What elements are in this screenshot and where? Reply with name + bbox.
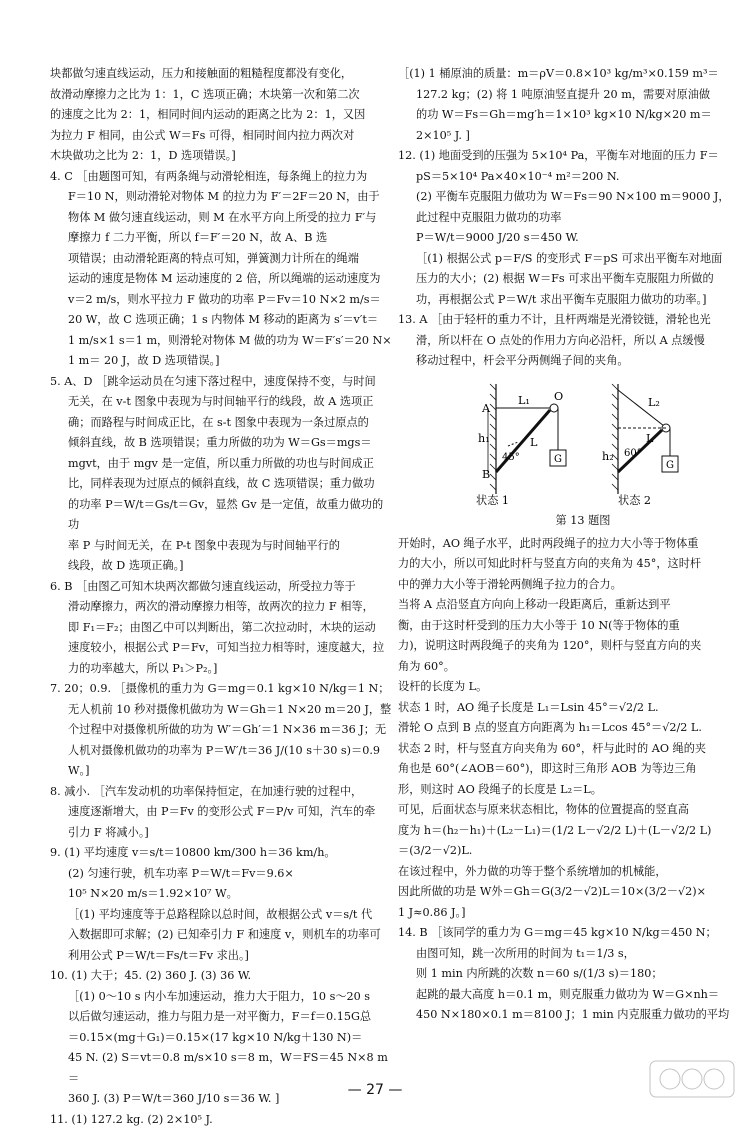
figure-13 <box>468 376 698 532</box>
answer-11-explanation: ［(1) 1 桶原油的质量：m＝ρV＝0.8×10³ kg/m³×0.159 m³＝ 127.2 kg；(2) 将 1 吨原油竖直提升 20 m，需要对原油做 的功 W＝Fs＝Gh＝mg′h＝1×10³ kg×10 N/kg×20 m＝ 2×10⁵ J. ] <box>398 64 740 146</box>
answer-10: 10. (1) 大于；45. (2) 360 J. (3) 36 W. ［(1) 0～10 s 内小车加速运动，推力大于阻力，10 s～20 s 以后做匀速运动，推力与阻力是一对平衡力，F＝f＝0.15G总 ＝0.15×(mg＋G₁)＝0.15×(17 kg×10 N/kg＋130 N)＝ 45 N. (2) S＝vt＝0.8 m/s×10 s＝8 m，W＝FS＝45 N×8 m＝ 360 J. (3) P＝W/t＝360 J/10 s＝36 W. ] <box>50 966 392 1110</box>
watermark-logo <box>648 1057 736 1109</box>
answer-14: 14. B ［该同学的重力为 G＝mg＝45 kg×10 N/kg＝450 N； 由图可知，跳一次所用的时间为 t₁＝1/3 s， 则 1 min 内所跳的次数 n＝60 s/(1/3 s)＝180； 起跳的最大高度 h＝0.1 m，则克服重力做功为 W＝G×nh＝ 450 N×180×0.1 m＝8100 J；1 min 内克服重力做功的平均 <box>398 923 740 1026</box>
answer-block: 块都做匀速直线运动，压力和接触面的粗糙程度都没有变化， 故滑动摩擦力之比为 1：1，C 选项正确；木块第一次和第二次 的速度之比为 2：1，相同时间内运动的距离之比为 2：1，又因 为拉力 F 相同，由公式 W＝Fs 可得，相同时间内拉力两次对 木块做功之比为 2：1，D 选项错误。] <box>50 64 392 167</box>
answer-13: 13. A ［由于轻杆的重力不计，且杆两端是光滑铰链，滑轮也光 滑，所以杆在 O 点处的作用力方向必沿杆，所以 A 点缓慢 移动过程中，杆会平分两侧绳子间的夹角。 <box>398 310 740 372</box>
right-column <box>398 64 740 1026</box>
label-L1: L₁ <box>518 394 530 407</box>
answer-6: 6. B ［由图乙可知木块两次都做匀速直线运动，所受拉力等于 滑动摩擦力，两次的滑动摩擦力相等，故两次的拉力 F 相等， 即 F₁＝F₂；由图乙中可以判断出，第二次拉动时，木块的运动 速度较小，根据公式 P＝Fv，可知当拉力相等时，速度越大，拉 力的功率越大，所以 P₁＞P₂。] <box>50 577 392 680</box>
label-B1: B <box>482 468 490 481</box>
page-number: — 27 — <box>0 1080 750 1101</box>
answer-13-solution: 开始时，AO 绳子水平，此时两段绳子的拉力大小等于物体重 力的大小，所以可知此时杆与竖直方向的夹角为 45°，这时杆 中的弹力大小等于滑轮两侧绳子拉力的合力。 当将 A 点沿竖直方向向上移动一段距离后，重新达到平 衡，由于这时杆受到的压力大小等于 10 N(等于物体的重 力)，说明这时两段绳子的夹角为 120°，则杆与竖直方向的夹 角为 60°。 设杆的长度为 L。 状态 1 时，AO 绳子长度是 L₁＝Lsin 45°＝√2/2 L. 滑轮 O 点到 B 点的竖直方向距离为 h₁＝Lcos 45°＝√2/2 L. 状态 2 时，杆与竖直方向夹角为 60°，杆与此时的 AO 绳的夹 角也是 60°(∠AOB＝60°)，即这时三角形 AOB 为等边三角 形，则这时 AO 段绳子的长度是 L₂＝L。 可见，后面状态与原来状态相比，物体的位置提高的竖直高 度为 h＝(h₂－h₁)＋(L₂－L₁)＝(1/2 L－√2/2 L)＋(L－√2/2 L) ＝(3/2－√2)L. 在该过程中，外力做的功等于整个系统增加的机械能， 因此所做的功是 W外＝Gh＝G(3/2－√2)L＝10×(3/2－√2)× 1 J≈0.86 J。] <box>398 534 740 924</box>
left-column <box>50 64 392 1130</box>
label-A1: A <box>481 402 491 415</box>
label-L-2: L <box>646 432 654 445</box>
answer-4: 4. C ［由题图可知，有两条绳与动滑轮相连，每条绳上的拉力为 F＝10 N，则动滑轮对物体 M 的拉力为 F′＝2F＝20 N，由于 物体 M 做匀速直线运动，则 M 在水平方向上所受的拉力 F′与 摩擦力 f 二力平衡，所以 f＝F′＝20 N，故 A、B 选 项错误；由动滑轮距离的特点可知，弹簧测力计所在的绳端 运动的速度是物体 M 运动速度的 2 倍，所以绳端的运动速度为 v＝2 m/s，则水平拉力 F 做功的功率 P＝Fv＝10 N×2 m/s＝ 20 W，故 C 选项正确；1 s 内物体 M 移动的距离为 s′＝v′t＝ 1 m/s×1 s＝1 m，则滑轮对物体 M 做的功为 W＝F′s′＝20 N× 1 m＝ 20 J，故 D 选项错误。] <box>50 167 392 372</box>
state1-label: 状态 1 <box>476 493 509 506</box>
label-O1: O <box>554 390 563 403</box>
label-G2: G <box>666 460 674 471</box>
label-L-1: L <box>530 436 538 449</box>
answer-8: 8. 减小. ［汽车发动机的功率保持恒定，在加速行驶的过程中， 速度逐渐增大，由 P＝Fv 的变形公式 F＝P/v 可知，汽车的牵 引力 F 将减小。] <box>50 782 392 844</box>
answer-12: 12. (1) 地面受到的压强为 5×10⁴ Pa，平衡车对地面的压力 F＝ pS＝5×10⁴ Pa×40×10⁻⁴ m²＝200 N. (2) 平衡车克服阻力做功为 W＝Fs＝90 N×100 m＝9000 J， 此过程中克服阻力做功的功率 P＝W/t＝9000 J/20 s＝450 W. ［(1) 根据公式 p＝F/S 的变形式 F＝pS 可求出平衡车对地面 压力的大小；(2) 根据 W＝Fs 可求出平衡车克服阻力所做的 功，再根据公式 P＝W/t 求出平衡车克服阻力做功的功率。] <box>398 146 740 310</box>
label-h1: h₁ <box>478 432 490 445</box>
answer-7: 7. 20；0.9. ［摄像机的重力为 G＝mg＝0.1 kg×10 N/kg＝1 N； 无人机前 10 秒对摄像机做功为 W＝Gh＝1 N×20 m＝20 J，整 个过程中对摄像机所做的功为 W′＝Gh′＝1 N×36 m＝36 J；无 人机对摄像机做功的功率为 P＝W′/t＝36 J/(10 s＋30 s)＝0.9 W。] <box>50 679 392 782</box>
answer-11: 11. (1) 127.2 kg. (2) 2×10⁵ J. <box>50 1110 392 1130</box>
answer-5: 5. A、D ［跳伞运动员在匀速下落过程中，速度保持不变，与时间 无关，在 v-t 图象中表现为与时间轴平行的线段，故 A 选项正 确；而路程与时间成正比，在 s-t 图象中表现为一条过原点的 倾斜直线，故 B 选项错误；重力所做的功为 W＝Gs＝mgs＝ mgvt，由于 mgv 是一定值，所以重力所做的功也与时间成正 比，同样表现为过原点的倾斜直线，故 C 选项错误；重力做功 的功率 P＝W/t＝Gs/t＝Gv，显然 Gv 是一定值，故重力做功的功 率 P 与时间无关，在 P-t 图象中表现为与时间轴平行的 线段，故 D 选项正确。] <box>50 372 392 577</box>
answer-9: 9. (1) 平均速度 v＝s/t＝10800 km/300 h＝36 km/h。 (2) 匀速行驶，机车功率 P＝W/t＝Fv＝9.6× 10⁵ N×20 m/s＝1.92×10⁷ W。 ［(1) 平均速度等于总路程除以总时间，故根据公式 v＝s/t 代 入数据即可求解；(2) 已知牵引力 F 和速度 v，则机车的功率可 利用公式 P＝W/t＝Fs/t＝Fv 求出。] <box>50 843 392 966</box>
pulley-diagram <box>468 376 698 506</box>
figure-caption: 第 13 题图 <box>468 511 698 532</box>
label-L2: L₂ <box>648 396 660 409</box>
state2-label: 状态 2 <box>618 493 651 506</box>
label-45deg: 45° <box>502 452 520 463</box>
label-G1: G <box>554 454 562 465</box>
label-h2: h₂ <box>602 450 614 463</box>
label-60deg: 60° <box>624 448 642 459</box>
